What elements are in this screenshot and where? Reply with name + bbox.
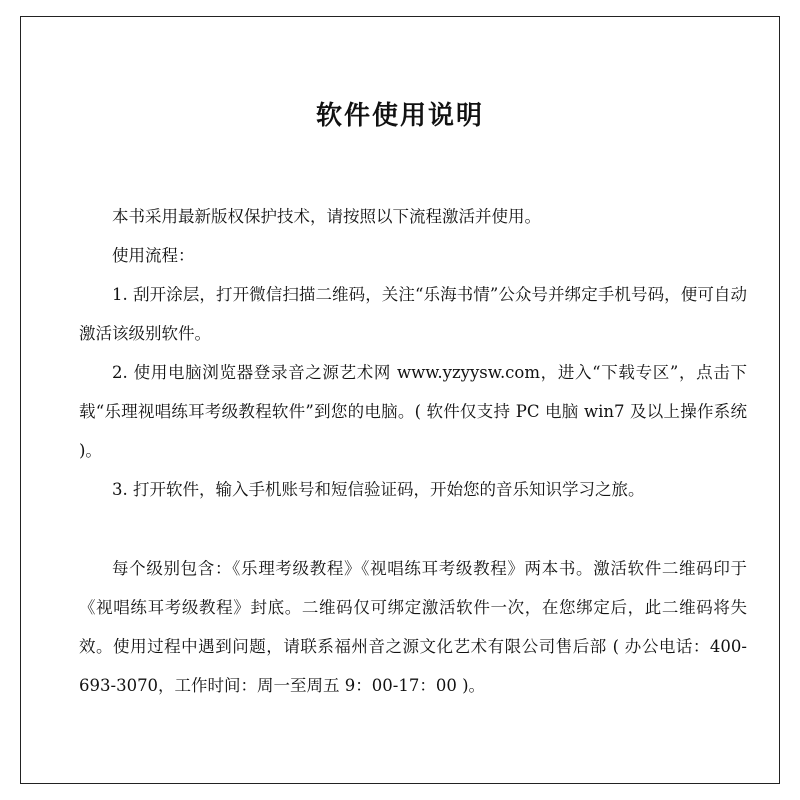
process-heading: 使用流程：: [112, 246, 195, 265]
step-1-paragraph: 1. 刮开涂层，打开微信扫描二维码，关注“乐海书情”公众号并绑定手机号码，便可自动激活该级别软件。: [79, 285, 747, 343]
page-title: 软件使用说明: [315, 101, 484, 131]
intro-paragraph: 本书采用最新版权保护技术，请按照以下流程激活并使用。: [112, 207, 541, 226]
step-2-paragraph: 2. 使用电脑浏览器登录音之源艺术网 www.yzyysw.com，进入“下载专区”，点击下载“乐理视唱练耳考级教程软件”到您的电脑。( 软件仅支持 PC 电脑 win7 及以上操作系统 )。: [79, 363, 747, 460]
step-3-paragraph: 3. 打开软件，输入手机账号和短信验证码，开始您的音乐知识学习之旅。: [112, 480, 645, 499]
paragraph-spacer: [79, 509, 747, 549]
document-page: [20, 16, 780, 784]
document-body: [79, 197, 747, 705]
note-paragraph: 每个级别包含：《乐理考级教程》《视唱练耳考级教程》两本书。激活软件二维码印于《视唱练耳考级教程》封底。二维码仅可绑定激活软件一次，在您绑定后，此二维码将失效。使用过程中遇到问题，请联系福州音之源文化艺术有限公司售后部 ( 办公电话：400-693-3070，工作时间：周一至周五 9：00-17：00 )。: [79, 559, 747, 695]
